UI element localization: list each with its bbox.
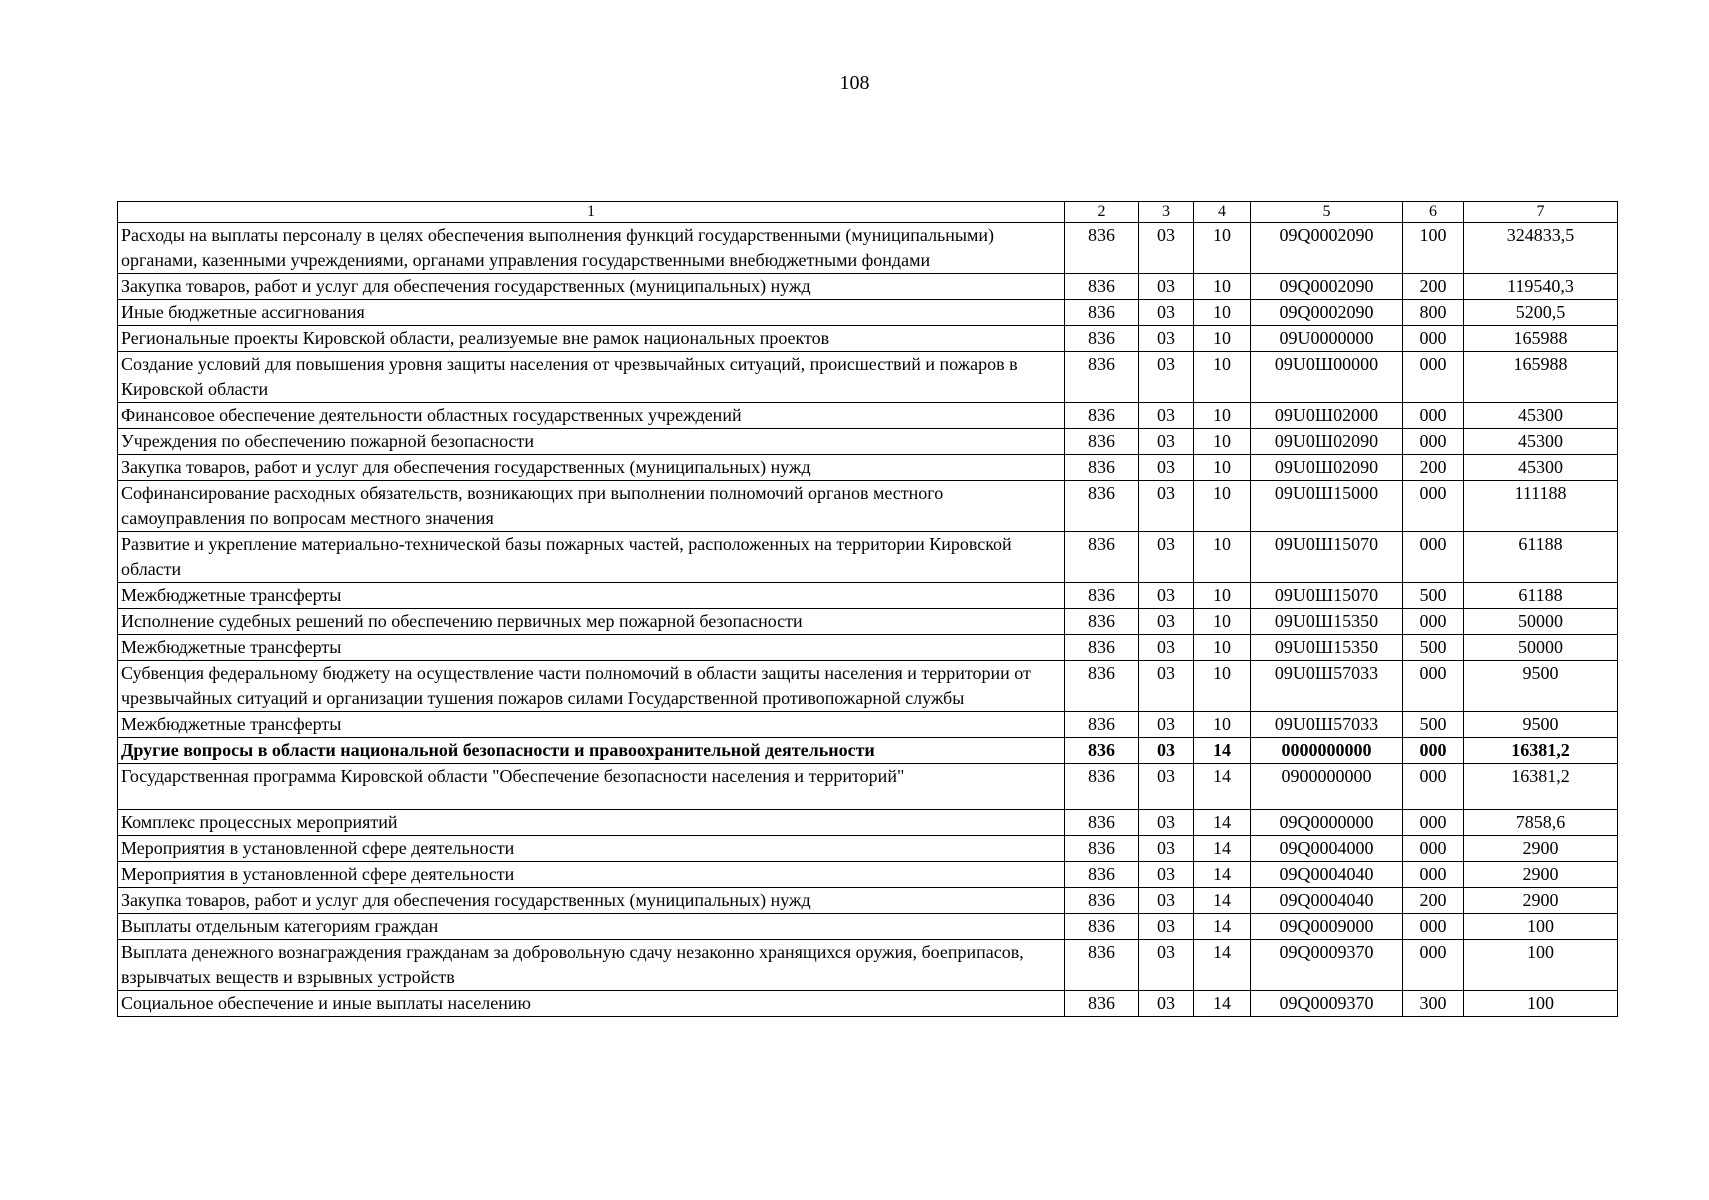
cell-code-target: 09Q0002090 <box>1251 274 1403 300</box>
cell-code-section: 03 <box>1139 403 1194 429</box>
cell-amount: 9500 <box>1464 661 1618 712</box>
header-col-7: 7 <box>1464 202 1618 223</box>
table-row <box>118 274 1618 300</box>
cell-amount: 2900 <box>1464 888 1618 914</box>
cell-code-target: 09Q0004000 <box>1251 836 1403 862</box>
cell-amount: 45300 <box>1464 455 1618 481</box>
cell-code-admin: 836 <box>1065 274 1139 300</box>
cell-amount: 45300 <box>1464 403 1618 429</box>
cell-code-subsection: 14 <box>1194 888 1251 914</box>
cell-code-target: 09U0Ш02090 <box>1251 455 1403 481</box>
cell-code-target: 09U0Ш02000 <box>1251 403 1403 429</box>
cell-code-section: 03 <box>1139 836 1194 862</box>
cell-code-subsection: 10 <box>1194 583 1251 609</box>
cell-code-target: 09U0Ш02090 <box>1251 429 1403 455</box>
cell-item-name: Субвенция федеральному бюджету на осуществление части полномочий в области защиты населения и территории от чрезвычайных ситуаций и организации тушения пожаров силами Государственной противопожарной службы <box>118 661 1065 712</box>
cell-amount: 100 <box>1464 914 1618 940</box>
cell-code-target: 09U0Ш57033 <box>1251 661 1403 712</box>
cell-code-section: 03 <box>1139 940 1194 991</box>
table-row <box>118 862 1618 888</box>
cell-code-target: 0900000000 <box>1251 764 1403 810</box>
table-row <box>118 481 1618 532</box>
table-row <box>118 326 1618 352</box>
table-row <box>118 455 1618 481</box>
cell-amount: 119540,3 <box>1464 274 1618 300</box>
cell-code-admin: 836 <box>1065 429 1139 455</box>
cell-item-name: Развитие и укрепление материально-технической базы пожарных частей, расположенных на территории Кировской области <box>118 532 1065 583</box>
cell-code-expense-type: 800 <box>1403 300 1464 326</box>
cell-code-expense-type: 500 <box>1403 583 1464 609</box>
cell-code-subsection: 10 <box>1194 609 1251 635</box>
table-row <box>118 712 1618 738</box>
cell-code-subsection: 14 <box>1194 738 1251 764</box>
cell-code-section: 03 <box>1139 274 1194 300</box>
table-row <box>118 836 1618 862</box>
cell-amount: 165988 <box>1464 352 1618 403</box>
cell-code-expense-type: 300 <box>1403 991 1464 1017</box>
cell-code-admin: 836 <box>1065 712 1139 738</box>
cell-code-subsection: 10 <box>1194 635 1251 661</box>
table-row <box>118 403 1618 429</box>
cell-code-subsection: 14 <box>1194 991 1251 1017</box>
cell-code-target: 09Q0000000 <box>1251 810 1403 836</box>
cell-code-expense-type: 000 <box>1403 862 1464 888</box>
cell-code-admin: 836 <box>1065 862 1139 888</box>
table-row <box>118 223 1618 274</box>
table-row <box>118 609 1618 635</box>
cell-item-name: Мероприятия в установленной сфере деятельности <box>118 862 1065 888</box>
cell-code-expense-type: 000 <box>1403 661 1464 712</box>
cell-code-admin: 836 <box>1065 403 1139 429</box>
cell-code-subsection: 10 <box>1194 326 1251 352</box>
page-number: 108 <box>839 72 870 94</box>
cell-item-name: Закупка товаров, работ и услуг для обеспечения государственных (муниципальных) нужд <box>118 274 1065 300</box>
cell-item-name: Государственная программа Кировской области "Обеспечение безопасности населения и территорий" <box>118 764 1065 810</box>
table-row <box>118 888 1618 914</box>
budget-table <box>117 201 1618 1017</box>
cell-code-target: 09U0Ш15070 <box>1251 583 1403 609</box>
cell-code-section: 03 <box>1139 862 1194 888</box>
cell-code-expense-type: 000 <box>1403 810 1464 836</box>
cell-code-admin: 836 <box>1065 532 1139 583</box>
cell-item-name: Закупка товаров, работ и услуг для обеспечения государственных (муниципальных) нужд <box>118 455 1065 481</box>
cell-code-admin: 836 <box>1065 609 1139 635</box>
cell-code-section: 03 <box>1139 991 1194 1017</box>
cell-amount: 50000 <box>1464 609 1618 635</box>
cell-code-target: 09Q0009000 <box>1251 914 1403 940</box>
cell-code-section: 03 <box>1139 661 1194 712</box>
cell-code-admin: 836 <box>1065 836 1139 862</box>
cell-code-section: 03 <box>1139 914 1194 940</box>
cell-code-expense-type: 000 <box>1403 609 1464 635</box>
cell-item-name: Финансовое обеспечение деятельности областных государственных учреждений <box>118 403 1065 429</box>
cell-code-section: 03 <box>1139 352 1194 403</box>
cell-code-expense-type: 200 <box>1403 455 1464 481</box>
table-row <box>118 661 1618 712</box>
cell-code-subsection: 10 <box>1194 352 1251 403</box>
cell-code-target: 09U0Ш00000 <box>1251 352 1403 403</box>
cell-code-admin: 836 <box>1065 352 1139 403</box>
cell-code-subsection: 14 <box>1194 764 1251 810</box>
cell-item-name: Межбюджетные трансферты <box>118 635 1065 661</box>
header-col-5: 5 <box>1251 202 1403 223</box>
cell-amount: 45300 <box>1464 429 1618 455</box>
cell-item-name: Исполнение судебных решений по обеспечению первичных мер пожарной безопасности <box>118 609 1065 635</box>
table-row <box>118 764 1618 810</box>
cell-amount: 16381,2 <box>1464 738 1618 764</box>
cell-code-section: 03 <box>1139 764 1194 810</box>
cell-code-subsection: 14 <box>1194 914 1251 940</box>
cell-code-subsection: 10 <box>1194 481 1251 532</box>
cell-item-name: Региональные проекты Кировской области, реализуемые вне рамок национальных проектов <box>118 326 1065 352</box>
cell-code-subsection: 14 <box>1194 862 1251 888</box>
cell-code-target: 09U0Ш15350 <box>1251 609 1403 635</box>
table-row <box>118 991 1618 1017</box>
cell-code-subsection: 10 <box>1194 223 1251 274</box>
cell-amount: 165988 <box>1464 326 1618 352</box>
cell-code-expense-type: 000 <box>1403 326 1464 352</box>
cell-item-name: Закупка товаров, работ и услуг для обеспечения государственных (муниципальных) нужд <box>118 888 1065 914</box>
cell-code-admin: 836 <box>1065 888 1139 914</box>
table-row <box>118 738 1618 764</box>
cell-code-admin: 836 <box>1065 764 1139 810</box>
header-col-1: 1 <box>118 202 1065 223</box>
cell-item-name: Учреждения по обеспечению пожарной безопасности <box>118 429 1065 455</box>
cell-code-subsection: 10 <box>1194 274 1251 300</box>
table-row <box>118 940 1618 991</box>
table-row <box>118 300 1618 326</box>
cell-code-subsection: 10 <box>1194 429 1251 455</box>
cell-code-expense-type: 000 <box>1403 836 1464 862</box>
cell-code-section: 03 <box>1139 532 1194 583</box>
cell-code-target: 09Q0004040 <box>1251 862 1403 888</box>
cell-code-section: 03 <box>1139 300 1194 326</box>
cell-item-name: Расходы на выплаты персоналу в целях обеспечения выполнения функций государственными (муниципальными) органами, казенными учреждениями, органами управления государственными внебюджетными фондами <box>118 223 1065 274</box>
cell-amount: 2900 <box>1464 862 1618 888</box>
cell-code-target: 09Q0002090 <box>1251 223 1403 274</box>
cell-code-target: 09U0Ш15350 <box>1251 635 1403 661</box>
cell-item-name: Межбюджетные трансферты <box>118 583 1065 609</box>
cell-code-admin: 836 <box>1065 300 1139 326</box>
cell-item-name: Комплекс процессных мероприятий <box>118 810 1065 836</box>
cell-code-subsection: 10 <box>1194 661 1251 712</box>
cell-code-expense-type: 000 <box>1403 429 1464 455</box>
cell-code-target: 09U0Ш15000 <box>1251 481 1403 532</box>
cell-code-target: 09U0Ш57033 <box>1251 712 1403 738</box>
cell-code-target: 09U0000000 <box>1251 326 1403 352</box>
cell-code-target: 09Q0002090 <box>1251 300 1403 326</box>
cell-amount: 5200,5 <box>1464 300 1618 326</box>
cell-code-section: 03 <box>1139 481 1194 532</box>
cell-code-section: 03 <box>1139 455 1194 481</box>
cell-code-expense-type: 000 <box>1403 352 1464 403</box>
cell-code-subsection: 14 <box>1194 940 1251 991</box>
cell-amount: 16381,2 <box>1464 764 1618 810</box>
cell-item-name: Софинансирование расходных обязательств, возникающих при выполнении полномочий органов местного самоуправления по вопросам местного значения <box>118 481 1065 532</box>
table-row <box>118 914 1618 940</box>
cell-code-subsection: 10 <box>1194 532 1251 583</box>
table-row <box>118 352 1618 403</box>
cell-amount: 111188 <box>1464 481 1618 532</box>
cell-code-admin: 836 <box>1065 635 1139 661</box>
cell-code-expense-type: 500 <box>1403 712 1464 738</box>
cell-code-section: 03 <box>1139 712 1194 738</box>
cell-code-expense-type: 000 <box>1403 532 1464 583</box>
cell-code-expense-type: 500 <box>1403 635 1464 661</box>
cell-code-admin: 836 <box>1065 481 1139 532</box>
cell-code-section: 03 <box>1139 223 1194 274</box>
cell-code-expense-type: 100 <box>1403 223 1464 274</box>
cell-item-name: Выплаты отдельным категориям граждан <box>118 914 1065 940</box>
cell-amount: 324833,5 <box>1464 223 1618 274</box>
cell-code-target: 0000000000 <box>1251 738 1403 764</box>
cell-code-admin: 836 <box>1065 661 1139 712</box>
cell-code-subsection: 10 <box>1194 712 1251 738</box>
cell-item-name: Социальное обеспечение и иные выплаты населению <box>118 991 1065 1017</box>
cell-code-subsection: 10 <box>1194 455 1251 481</box>
table-header-row <box>118 202 1618 223</box>
cell-code-expense-type: 200 <box>1403 274 1464 300</box>
cell-amount: 100 <box>1464 991 1618 1017</box>
cell-amount: 9500 <box>1464 712 1618 738</box>
table-row <box>118 635 1618 661</box>
cell-code-admin: 836 <box>1065 738 1139 764</box>
cell-code-expense-type: 000 <box>1403 481 1464 532</box>
cell-code-admin: 836 <box>1065 326 1139 352</box>
cell-code-section: 03 <box>1139 810 1194 836</box>
cell-code-section: 03 <box>1139 635 1194 661</box>
cell-amount: 100 <box>1464 940 1618 991</box>
header-col-4: 4 <box>1194 202 1251 223</box>
header-col-6: 6 <box>1403 202 1464 223</box>
cell-code-section: 03 <box>1139 738 1194 764</box>
cell-code-target: 09U0Ш15070 <box>1251 532 1403 583</box>
cell-amount: 2900 <box>1464 836 1618 862</box>
table-row <box>118 810 1618 836</box>
table-row <box>118 429 1618 455</box>
header-col-3: 3 <box>1139 202 1194 223</box>
cell-code-subsection: 10 <box>1194 300 1251 326</box>
cell-code-expense-type: 000 <box>1403 940 1464 991</box>
cell-code-expense-type: 000 <box>1403 914 1464 940</box>
cell-item-name: Другие вопросы в области национальной безопасности и правоохранительной деятельности <box>118 738 1065 764</box>
cell-code-target: 09Q0009370 <box>1251 991 1403 1017</box>
table-body <box>118 223 1618 1017</box>
cell-code-expense-type: 200 <box>1403 888 1464 914</box>
cell-code-admin: 836 <box>1065 455 1139 481</box>
cell-item-name: Создание условий для повышения уровня защиты населения от чрезвычайных ситуаций, происшествий и пожаров в Кировской области <box>118 352 1065 403</box>
table-row <box>118 532 1618 583</box>
cell-code-target: 09Q0009370 <box>1251 940 1403 991</box>
cell-item-name: Выплата денежного вознаграждения гражданам за добровольную сдачу незаконно хранящихся оружия, боеприпасов, взрывчатых веществ и взрывных устройств <box>118 940 1065 991</box>
cell-item-name: Межбюджетные трансферты <box>118 712 1065 738</box>
cell-code-admin: 836 <box>1065 223 1139 274</box>
cell-code-admin: 836 <box>1065 914 1139 940</box>
cell-code-section: 03 <box>1139 429 1194 455</box>
cell-code-section: 03 <box>1139 326 1194 352</box>
cell-code-subsection: 14 <box>1194 836 1251 862</box>
cell-amount: 7858,6 <box>1464 810 1618 836</box>
cell-code-admin: 836 <box>1065 940 1139 991</box>
cell-amount: 61188 <box>1464 583 1618 609</box>
table-row <box>118 583 1618 609</box>
cell-code-section: 03 <box>1139 609 1194 635</box>
cell-amount: 61188 <box>1464 532 1618 583</box>
cell-code-subsection: 14 <box>1194 810 1251 836</box>
cell-code-admin: 836 <box>1065 991 1139 1017</box>
cell-code-expense-type: 000 <box>1403 403 1464 429</box>
cell-code-expense-type: 000 <box>1403 738 1464 764</box>
header-col-2: 2 <box>1065 202 1139 223</box>
cell-code-admin: 836 <box>1065 810 1139 836</box>
cell-code-subsection: 10 <box>1194 403 1251 429</box>
cell-code-expense-type: 000 <box>1403 764 1464 810</box>
cell-code-section: 03 <box>1139 888 1194 914</box>
cell-item-name: Мероприятия в установленной сфере деятельности <box>118 836 1065 862</box>
cell-code-admin: 836 <box>1065 583 1139 609</box>
cell-code-section: 03 <box>1139 583 1194 609</box>
cell-code-target: 09Q0004040 <box>1251 888 1403 914</box>
cell-amount: 50000 <box>1464 635 1618 661</box>
cell-item-name: Иные бюджетные ассигнования <box>118 300 1065 326</box>
